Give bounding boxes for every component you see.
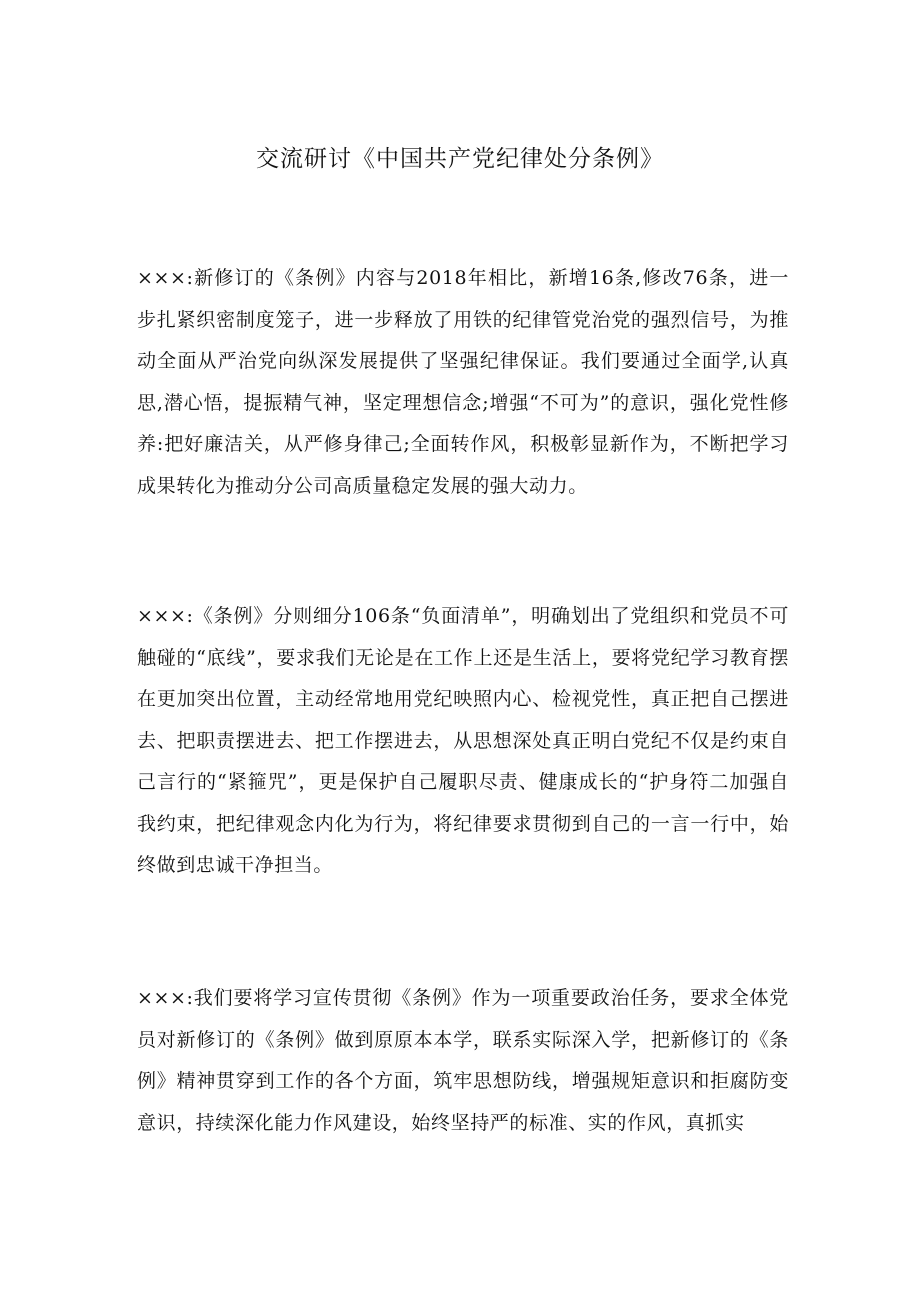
paragraph-2: ×××:《条例》分则细分106条“负面清单”，明确划出了党组织和党员不可触碰的“底线”，要求我们无论是在工作上还是生活上，要将党纪学习教育摆在更加突出位置，主动经常地用党纪映照内心、检视党性，真正把自己摆进去、把职责摆进去、把工作摆进去，从思想深处真正明白党纪不仅是约束自己言行的“紧箍咒”，更是保护自己履职尽责、健康成长的“护身符二加强自我约束，把纪律观念内化为行为，将纪律要求贯彻到自己的一言一行中，始终做到忠诚干净担当。 (137, 605, 789, 876)
document-title: 交流研讨《中国共产党纪律处分条例》 (256, 146, 664, 172)
paragraph-1: ×××:新修订的《条例》内容与2018年相比，新增16条,修改76条，进一步扎紧织密制度笼子，进一步释放了用铁的纪律管党治党的强烈信号，为推动全面从严治党向纵深发展提供了坚强纪律保证。我们要通过全面学,认真思,潜心悟，提振精气神，坚定理想信念;增强“不可为”的意识，强化党性修养:把好廉洁关，从严修身律己;全面转作风，积极彰显新作为，不断把学习成果转化为推动分公司高质量稳定发展的强大动力。 (137, 267, 789, 497)
paragraph-3: ×××:我们要将学习宣传贯彻《条例》作为一项重要政治任务，要求全体党员对新修订的《条例》做到原原本本学，联系实际深入学，把新修订的《条例》精神贯穿到工作的各个方面，筑牢思想防线，增强规矩意识和拒腐防变意识，持续深化能力作风建设，始终坚持严的标准、实的作风，真抓实 (137, 987, 789, 1134)
